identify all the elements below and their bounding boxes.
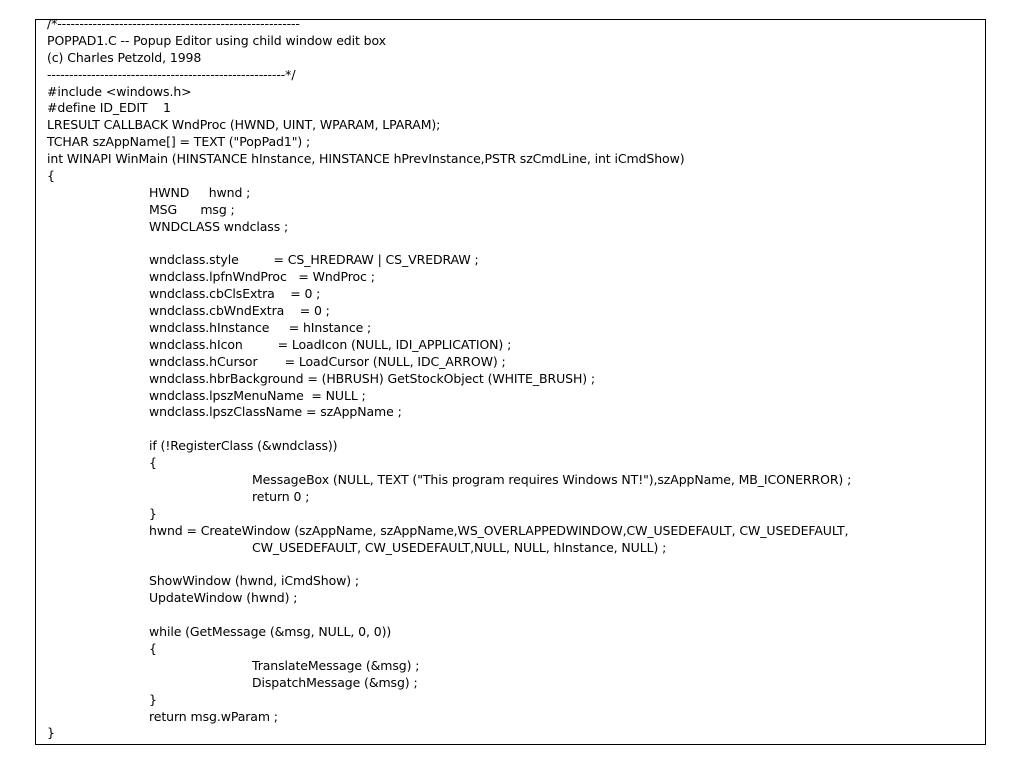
code-line: LRESULT CALLBACK WndProc (HWND, UINT, WPARAM, LPARAM); xyxy=(47,117,441,133)
code-line: UpdateWindow (hwnd) ; xyxy=(149,590,298,606)
code-line: DispatchMessage (&msg) ; xyxy=(252,674,418,690)
code-line: #include <windows.h> xyxy=(47,83,192,99)
code-line: TCHAR szAppName[] = TEXT ("PopPad1") ; xyxy=(47,134,311,150)
code-line: #define ID_EDIT 1 xyxy=(47,100,171,116)
code-line: MessageBox (NULL, TEXT ("This program requires Windows NT!"),szAppName, MB_ICONERROR) ; xyxy=(252,472,852,488)
code-line: } xyxy=(47,725,55,741)
code-line: wndclass.cbWndExtra = 0 ; xyxy=(149,303,330,319)
code-line: wndclass.style = CS_HREDRAW | CS_VREDRAW ; xyxy=(149,252,479,268)
code-line: wndclass.lpszClassName = szAppName ; xyxy=(149,404,402,420)
code-line: wndclass.hInstance = hInstance ; xyxy=(149,320,372,336)
code-line: } xyxy=(149,691,157,707)
code-line: wndclass.lpfnWndProc = WndProc ; xyxy=(149,269,375,285)
code-line: HWND hwnd ; xyxy=(149,184,251,200)
code-line: return msg.wParam ; xyxy=(149,708,278,724)
code-line: if (!RegisterClass (&wndclass)) xyxy=(149,438,338,454)
code-line: { xyxy=(149,455,157,471)
code-line xyxy=(47,557,851,574)
code-line: { xyxy=(47,168,55,184)
code-line: WNDCLASS wndclass ; xyxy=(149,218,289,234)
code-line: wndclass.lpszMenuName = NULL ; xyxy=(149,387,366,403)
code-line: { xyxy=(149,640,157,656)
code-line: while (GetMessage (&msg, NULL, 0, 0)) xyxy=(149,624,392,640)
code-line: MSG msg ; xyxy=(149,201,235,217)
code-line: hwnd = CreateWindow (szAppName, szAppName,WS_OVERLAPPEDWINDOW,CW_USEDEFAULT, CW_USEDEFAULT, xyxy=(149,522,849,538)
code-line: ------------------------------------------------------*/ xyxy=(47,66,296,82)
code-line: wndclass.hbrBackground = (HBRUSH) GetStockObject (WHITE_BRUSH) ; xyxy=(149,370,596,386)
code-line: wndclass.cbClsExtra = 0 ; xyxy=(149,286,321,302)
code-line: wndclass.hCursor = LoadCursor (NULL, IDC_ARROW) ; xyxy=(149,353,506,369)
code-line xyxy=(47,421,851,438)
code-line: return 0 ; xyxy=(252,488,310,504)
code-line xyxy=(47,236,851,253)
code-line: (c) Charles Petzold, 1998 xyxy=(47,49,202,65)
code-line xyxy=(47,607,851,624)
code-line: /*------------------------------------------------------- xyxy=(47,16,300,31)
code-line: TranslateMessage (&msg) ; xyxy=(252,657,420,673)
code-line: POPPAD1.C -- Popup Editor using child window edit box xyxy=(47,32,386,48)
code-line: CW_USEDEFAULT, CW_USEDEFAULT,NULL, NULL, hInstance, NULL) ; xyxy=(252,539,667,555)
code-line: int WINAPI WinMain (HINSTANCE hInstance, HINSTANCE hPrevInstance,PSTR szCmdLine, int iCmdShow) xyxy=(47,151,685,167)
code-listing xyxy=(47,16,851,742)
code-line: wndclass.hIcon = LoadIcon (NULL, IDI_APPLICATION) ; xyxy=(149,336,512,352)
code-line: } xyxy=(149,505,157,521)
code-line: ShowWindow (hwnd, iCmdShow) ; xyxy=(149,573,360,589)
